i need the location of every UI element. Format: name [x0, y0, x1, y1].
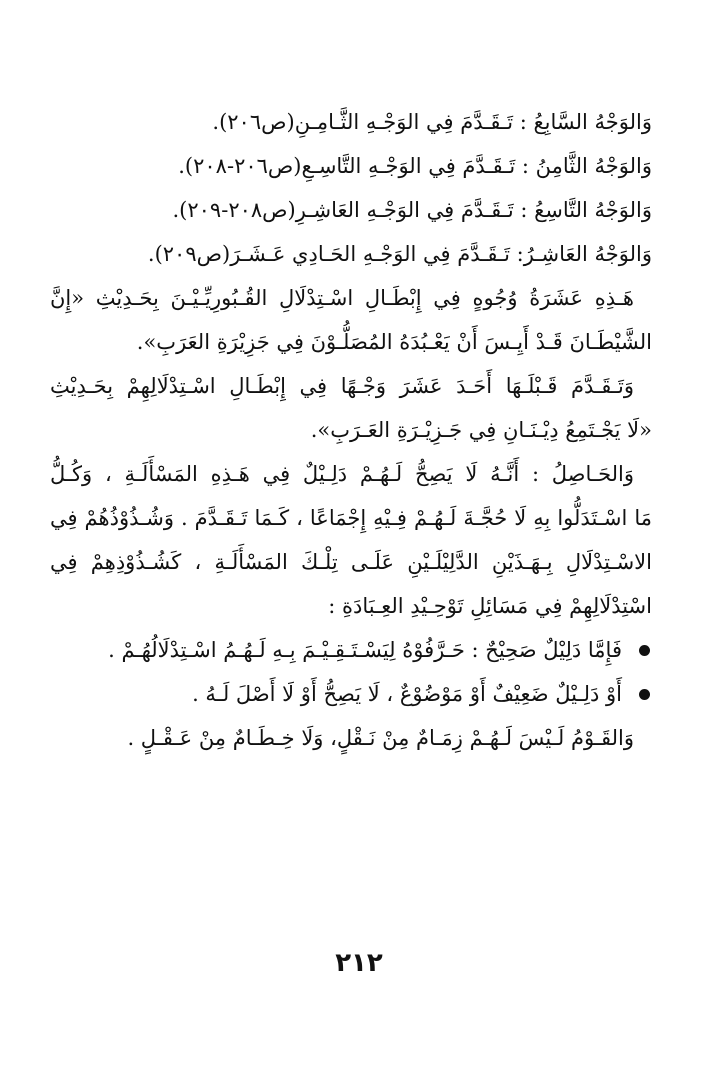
bullet-item	[50, 672, 652, 716]
text-line: اسْتِدْلَالِهِمْ فِي مَسَائِلِ تَوْحِـيْدِ العِـبَادَةِ :	[328, 594, 652, 618]
closing-line: وَالقَـوْمُ لَـيْسَ لَـهُـمْ زِمَـامٌ مِنْ نَـقْلٍ، وَلَا خِـطَـامٌ مِنْ عَـقْـلٍ .	[127, 726, 634, 750]
text-line: وَالوَجْهُ الثَّامِنُ : تَـقَـدَّمَ فِي الوَجْـهِ التَّاسِـعِ(ص٢٠٦-٢٠٨).	[178, 154, 652, 178]
bullet-list	[50, 628, 652, 716]
bullet-dot-icon	[639, 645, 650, 656]
bullet-item	[50, 628, 652, 672]
text-line: «لَا يَجْـتَمِعُ دِيْـنَـانِ فِي جَـزِيْـرَةِ العَـرَبِ».	[310, 418, 652, 442]
text-line: الشَّيْطَـانَ قَـدْ أَيِـسَ أَنْ يَعْـبُدَهُ المُصَلُّـوْنَ فِي جَزِيْرَةِ العَرَبِ».	[136, 330, 652, 354]
bullet-dot-icon	[639, 689, 650, 700]
text-line: هَـذِهِ عَشَرَةُ وُجُوهٍ فِي إِبْطَـالِ اسْـتِدْلَالِ القُـبُورِيِّـيْـنَ بِحَـدِيْثِ «إِنَّ	[50, 286, 634, 310]
text-line: وَالوَجْهُ التَّاسِعُ : تَـقَـدَّمَ فِي الوَجْـهِ العَاشِـرِ(ص٢٠٨-٢٠٩).	[172, 198, 652, 222]
bullet-text: فَإِمَّا دَلِيْلٌ صَحِيْحٌ : حَـرَّفُوْهُ لِيَسْـتَـقِـيْـمَ بِـهِ لَـهُـمُ اسْـتِدْلَالُهُـمْ .	[108, 638, 622, 662]
bullet-text: أَوْ دَلِـيْلٌ ضَعِيْفٌ أَوْ مَوْضُوْعٌ ، لَا يَصِحُّ أَوْ لَا أَصْلَ لَـهُ .	[192, 682, 622, 706]
text-line: وَالحَـاصِلُ : أَنَّـهُ لَا يَصِحُّ لَـهُـمْ دَلِـيْلٌ فِي هَـذِهِ المَسْأَلَـةِ ، وَكُـلُّ	[50, 462, 634, 486]
text-line: الاسْـتِدْلَالِ بِـهَـذَيْنِ الدَّلِيْلَـيْنِ عَلَـى تِلْـكَ المَسْأَلَـةِ ، كَشُـذُوْذِهِمْ فِي	[50, 550, 652, 574]
page-number: ٢١٢	[335, 948, 383, 978]
text-line: مَا اسْـتَدَلُّوا بِهِ لَا حُجَّـةَ لَـهُـمْ فِـيْهِ إِجْمَاعًا ، كَـمَا تَـقَـدَّمَ . وَشُـذُوْذُهُمْ فِي	[50, 506, 652, 530]
text-line: وَالوَجْهُ العَاشِـرُ: تَـقَـدَّمَ فِي الوَجْـهِ الحَـادِي عَـشَـرَ(ص٢٠٩).	[147, 242, 652, 266]
text-line: وَتَـقَـدَّمَ قَـبْلَـهَا أَحَـدَ عَشَرَ وَجْـهًا فِي إِبْطَـالِ اسْـتِدْلَالِهِمْ بِحَـدِيْثِ	[50, 374, 634, 398]
page-body	[50, 100, 652, 760]
text-line: وَالوَجْهُ السَّابِعُ : تَـقَـدَّمَ فِي الوَجْـهِ الثَّـامِـنِ(ص٢٠٦).	[212, 110, 652, 134]
